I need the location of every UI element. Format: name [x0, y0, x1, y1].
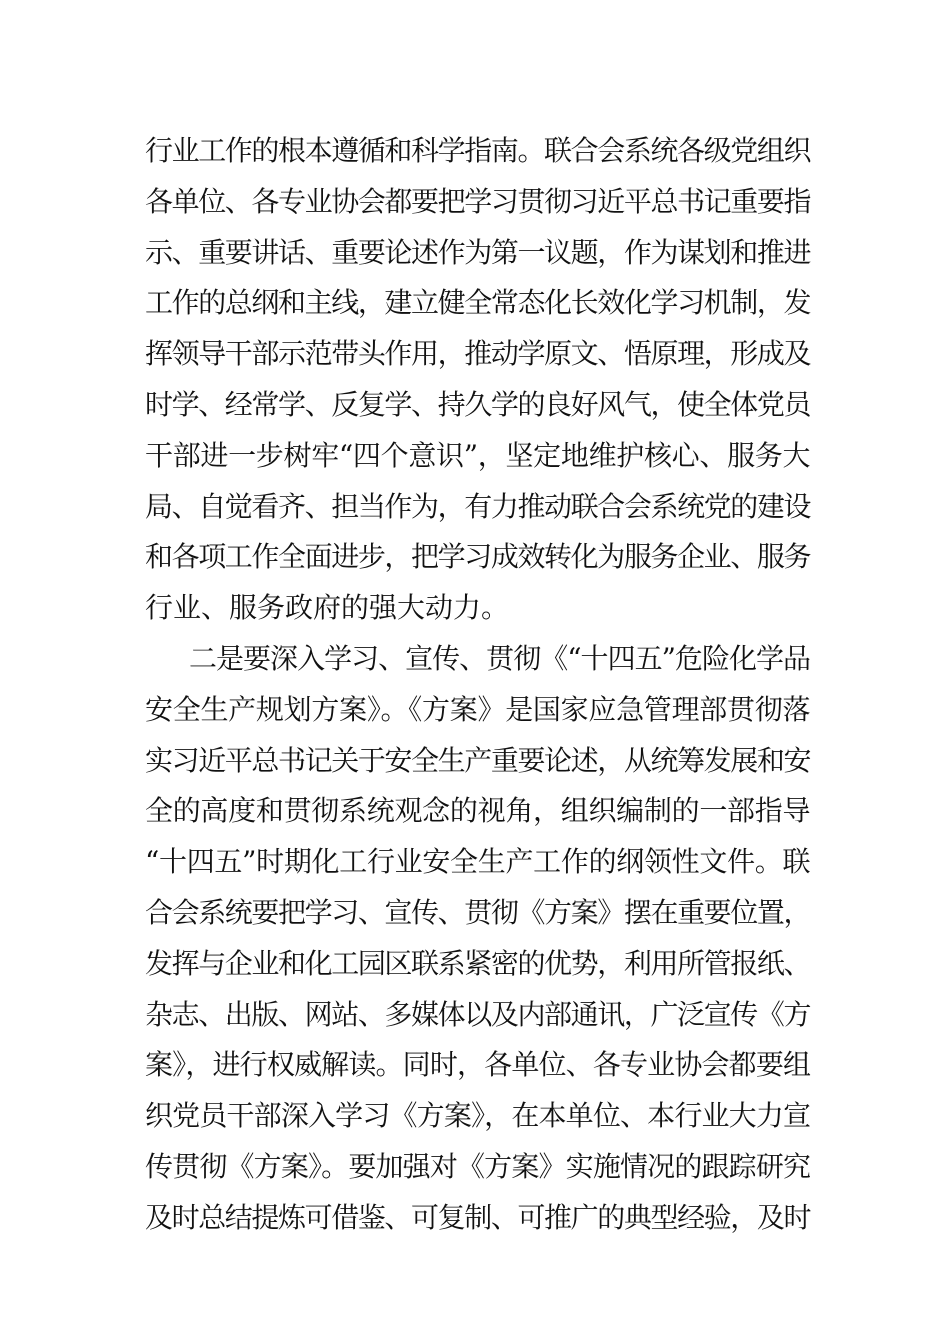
text-line: 和各项工作全面进步，把学习成效转化为服务企业、服务 — [145, 540, 810, 574]
text-line: 局、自觉看齐、担当作为，有力推动联合会系统党的建设 — [145, 489, 810, 523]
text-line: 传贯彻《方案》。要加强对《方案》实施情况的跟踪研究 — [145, 1149, 810, 1183]
text-line: 实习近平总书记关于安全生产重要论述，从统筹发展和安 — [145, 743, 810, 777]
text-line: 案》，进行权威解读。同时，各单位、各专业协会都要组 — [145, 1048, 810, 1082]
text-line: 行业工作的根本遵循和科学指南。联合会系统各级党组织 — [145, 134, 810, 167]
text-line: 挥领导干部示范带头作用，推动学原文、悟原理，形成及 — [145, 337, 810, 371]
text-line: 织党员干部深入学习《方案》，在本单位、本行业大力宣 — [145, 1099, 810, 1133]
text-line: 时学、经常学、反复学、持久学的良好风气，使全体党员 — [145, 387, 810, 421]
text-line: “十四五”时期化工行业安全生产工作的纲领性文件。联 — [145, 845, 810, 879]
text-line: 安全生产规划方案》。《方案》是国家应急管理部贯彻落 — [145, 692, 810, 726]
text-line: 工作的总纲和主线，建立健全常态化长效化学习机制，发 — [145, 286, 810, 320]
text-line: 全的高度和贯彻系统观念的视角，组织编制的一部指导 — [145, 794, 810, 828]
text-line: 合会系统要把学习、宣传、贯彻《方案》摆在重要位置， — [145, 895, 810, 929]
text-line: 及时总结提炼可借鉴、可复制、可推广的典型经验，及时 — [145, 1200, 810, 1234]
body-text — [145, 126, 810, 1244]
text-line: 各单位、各专业协会都要把学习贯彻习近平总书记重要指 — [145, 184, 810, 218]
text-line: 发挥与企业和化工园区联系紧密的优势，利用所管报纸、 — [145, 946, 810, 980]
text-line: 示、重要讲话、重要论述作为第一议题，作为谋划和推进 — [145, 235, 810, 269]
text-line: 杂志、出版、网站、多媒体以及内部通讯，广泛宣传《方 — [145, 997, 810, 1031]
paragraph-start-line: 二是要深入学习、宣传、贯彻《“十四五”危险化学品 — [189, 641, 810, 675]
text-line: 干部进一步树牢“四个意识”，坚定地维护核心、服务大 — [145, 438, 810, 472]
paragraph-end-line: 行业、服务政府的强大动力。 — [145, 591, 510, 625]
